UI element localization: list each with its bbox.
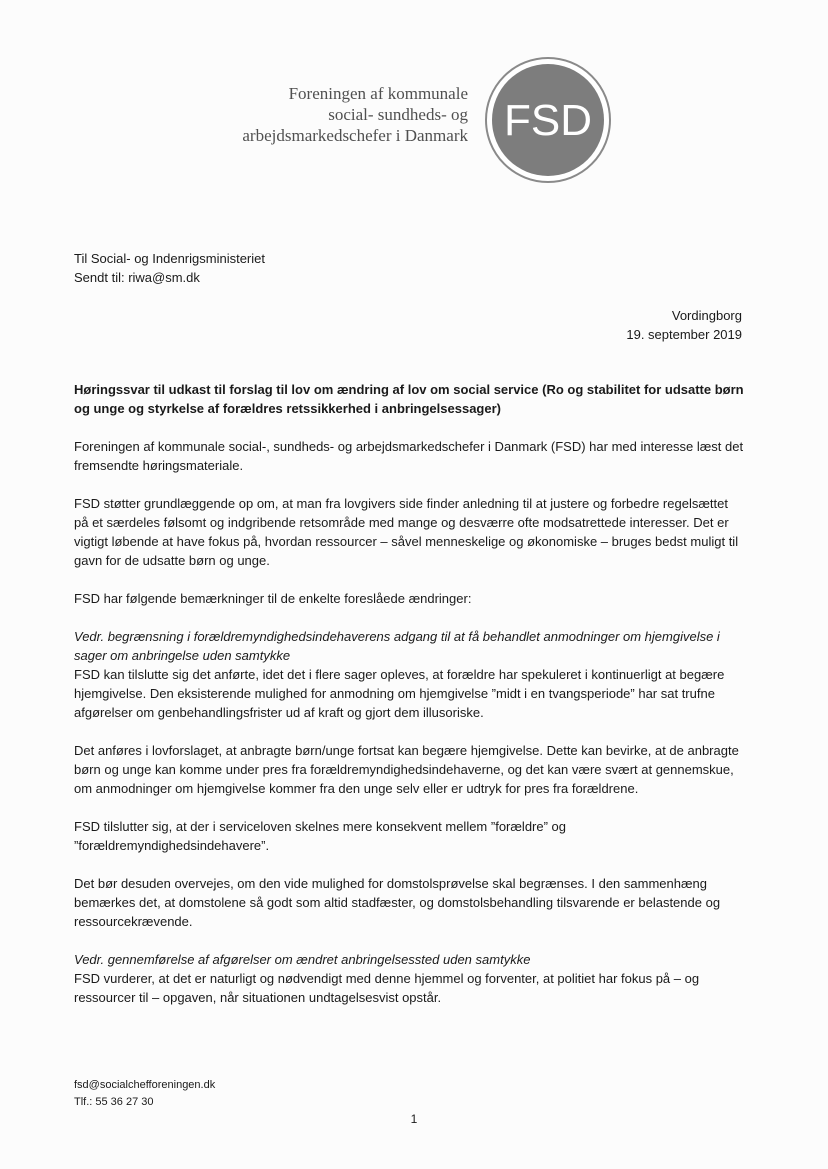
section-2-text: FSD vurderer, at det er naturligt og nødvendigt med denne hjemmel og forventer, at politiet har fokus på – og ressourcer til – opgaven, når situationen undtagelsesvist opstår.: [74, 971, 700, 1005]
place: Vordingborg: [671, 308, 742, 323]
recipient-name: Til Social- og Indenrigsministeriet: [74, 251, 265, 266]
fsd-logo: [484, 56, 612, 184]
org-name-line-3: arbejdsmarkedschefer i Danmark: [242, 126, 468, 145]
page-number: 1: [410, 1112, 418, 1126]
org-name: [242, 83, 468, 146]
letter-title: Høringssvar til udkast til forslag til lov om ændring af lov om social service (Ro og stabilitet for udsatte børn og unge og styrkelse af forældres retssikkerhed i anbringelsessager): [74, 382, 744, 416]
section-1-heading: Vedr. begrænsning i forældremyndighedsindehaverens adgang til at få behandlet anmodninger om hjemgivelse i sager om anbringelse uden samtykke: [74, 629, 720, 663]
footer-email: fsd@socialchefforeningen.dk: [74, 1079, 216, 1091]
recipient-email: Sendt til: riwa@sm.dk: [74, 270, 200, 285]
place-date-block: [626, 306, 742, 344]
section-1-paragraph-2: Det anføres i lovforslaget, at anbragte børn/unge fortsat kan begære hjemgivelse. Dette kan bevirke, at de anbragte børn og unge kan komme under pres fra forældremyndighedsindehaverne, og det kan være svært at gennemskue, om anmodninger om hjemgivelse kommer fra den unge selv eller er udtryk for pres fra forældrene.: [74, 743, 739, 796]
footer: [74, 1077, 215, 1111]
section-2-heading: Vedr. gennemførelse af afgørelser om ændret anbringelsessted uden samtykke: [74, 952, 531, 967]
letter-body: [74, 380, 746, 1026]
org-name-line-1: Foreningen af kommunale: [288, 84, 468, 103]
section-1: [74, 627, 746, 722]
paragraph-remarks: FSD har følgende bemærkninger til de enkelte foreslåede ændringer:: [74, 591, 472, 606]
section-1-paragraph-3: FSD tilslutter sig, at der i serviceloven skelnes mere konsekvent mellem ”forældre” og ”forældremyndighedsindehavere”.: [74, 819, 567, 853]
paragraph-support: FSD støtter grundlæggende op om, at man fra lovgivers side finder anledning til at justere og forbedre regelsættet på et særdeles følsomt og indgribende retsområde med mange og desværre ofte modsatrettede interesser. Det er vigtigt løbende at have fokus på, hvordan ressourcer – såvel menneskelige og økonomiske – bruges bedst muligt til gavn for de udsatte børn og unge.: [74, 496, 739, 568]
date: 19. september 2019: [626, 327, 742, 342]
fsd-logo-text: FSD: [504, 96, 592, 145]
org-name-line-2: social- sundheds- og: [328, 105, 468, 124]
section-1-paragraph-4: Det bør desuden overvejes, om den vide mulighed for domstolsprøvelse skal begrænses. I den sammenhæng bemærkes det, at domstolene så godt som altid stadfæster, og domstolsbehandling tilsvarende er belastende og ressourcekrævende.: [74, 876, 721, 929]
section-2: [74, 950, 746, 1007]
section-1-text: FSD kan tilslutte sig det anførte, idet det i flere sager opleves, at forældre har spekuleret i kontinuerligt at begære hjemgivelse. Den eksisterende mulighed for anmodning om hjemgivelse ”midt i en tvangsperiode” har sat trufne afgørelser om genbehandlingsfrister ud af kraft og gjort dem illusoriske.: [74, 667, 725, 720]
paragraph-intro: Foreningen af kommunale social-, sundheds- og arbejdsmarkedschefer i Danmark (FSD) har med interesse læst det fremsendte høringsmateriale.: [74, 439, 744, 473]
footer-phone: Tlf.: 55 36 27 30: [74, 1096, 154, 1108]
recipient-block: [74, 249, 265, 287]
